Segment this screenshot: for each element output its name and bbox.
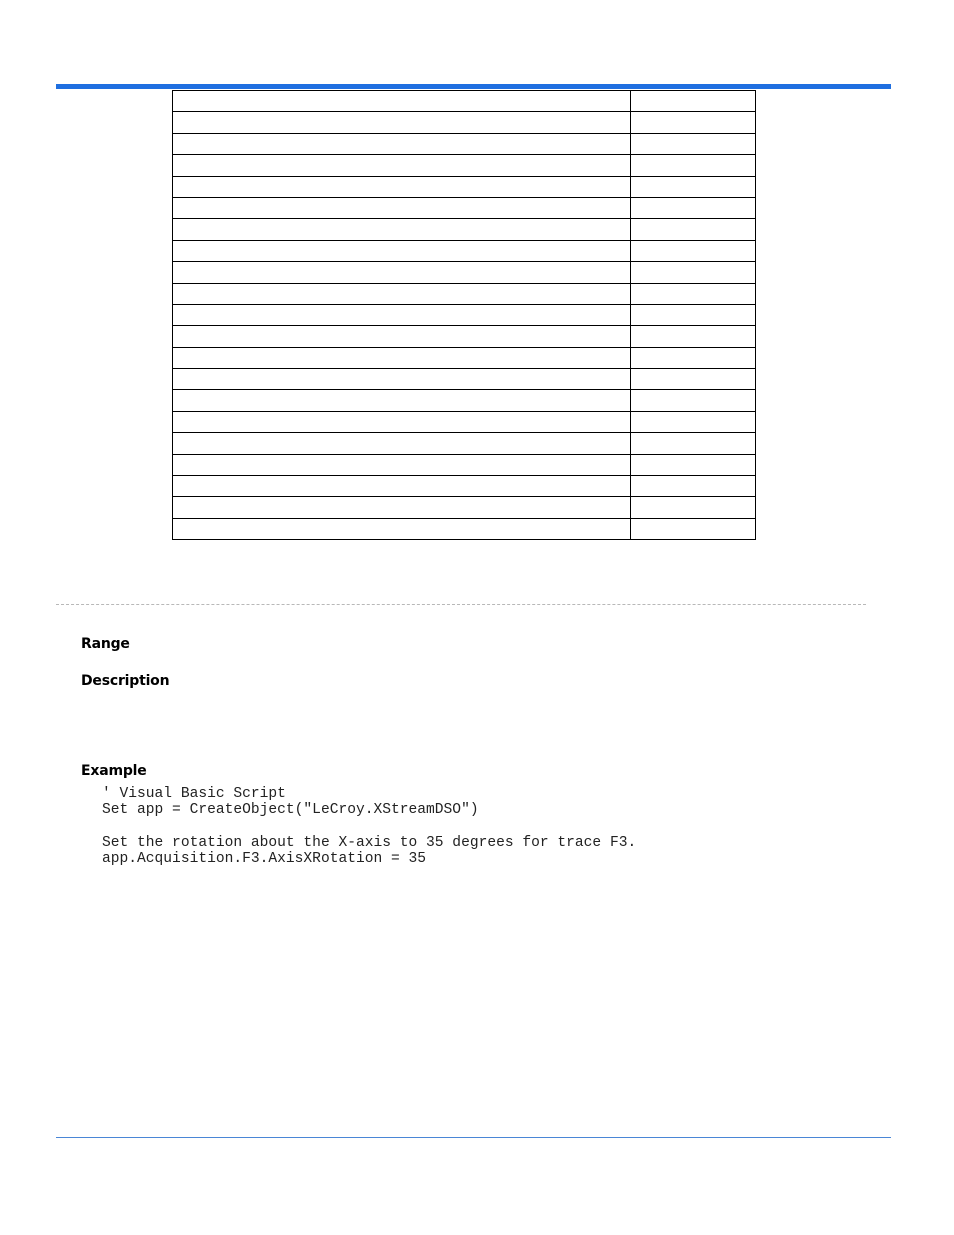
table-row xyxy=(173,454,756,475)
table-cell-value xyxy=(631,133,756,154)
table-cell-value xyxy=(631,219,756,240)
table-cell-name xyxy=(173,497,631,518)
table-cell-name xyxy=(173,326,631,347)
table-cell-value xyxy=(631,91,756,112)
table-cell-name xyxy=(173,304,631,325)
table-cell-value xyxy=(631,326,756,347)
table-cell-name xyxy=(173,112,631,133)
table-cell-name xyxy=(173,283,631,304)
property-table xyxy=(172,90,755,540)
table-cell-name xyxy=(173,219,631,240)
table-row xyxy=(173,304,756,325)
table-cell-name xyxy=(173,476,631,497)
table-cell-value xyxy=(631,176,756,197)
data-table xyxy=(172,90,756,540)
footer-rule xyxy=(56,1137,891,1138)
table-cell-name xyxy=(173,240,631,261)
header-rule xyxy=(56,84,891,89)
table-cell-name xyxy=(173,197,631,218)
table-cell-value xyxy=(631,390,756,411)
table-cell-name xyxy=(173,369,631,390)
table-row xyxy=(173,433,756,454)
code-line: app.Acquisition.F3.AxisXRotation = 35 xyxy=(102,851,427,868)
table-cell-value xyxy=(631,304,756,325)
table-row xyxy=(173,240,756,261)
table-cell-name xyxy=(173,91,631,112)
table-cell-name xyxy=(173,411,631,432)
table-cell-name xyxy=(173,155,631,176)
table-cell-name xyxy=(173,176,631,197)
code-line: Set the rotation about the X-axis to 35 degrees for trace F3. xyxy=(102,834,637,851)
table-cell-value xyxy=(631,369,756,390)
table-row xyxy=(173,283,756,304)
table-row xyxy=(173,476,756,497)
table-cell-value xyxy=(631,411,756,432)
example-heading: Example xyxy=(81,763,147,779)
table-cell-name xyxy=(173,433,631,454)
table-cell-value xyxy=(631,262,756,283)
section-separator xyxy=(56,604,866,605)
table-row xyxy=(173,262,756,283)
table-cell-name xyxy=(173,518,631,539)
table-row xyxy=(173,219,756,240)
table-cell-name xyxy=(173,390,631,411)
table-row xyxy=(173,497,756,518)
table-row xyxy=(173,197,756,218)
range-heading: Range xyxy=(81,636,130,652)
table-row xyxy=(173,411,756,432)
table-row xyxy=(173,390,756,411)
table-row xyxy=(173,347,756,368)
table-cell-name xyxy=(173,454,631,475)
table-row xyxy=(173,112,756,133)
code-line: Set app = CreateObject("LeCroy.XStreamDSO") xyxy=(102,802,479,819)
table-row xyxy=(173,91,756,112)
table-cell-value xyxy=(631,112,756,133)
table-cell-value xyxy=(631,476,756,497)
table-row xyxy=(173,326,756,347)
table-row xyxy=(173,176,756,197)
table-cell-value xyxy=(631,454,756,475)
table-row xyxy=(173,369,756,390)
table-cell-value xyxy=(631,347,756,368)
table-cell-value xyxy=(631,283,756,304)
table-row xyxy=(173,133,756,154)
table-cell-name xyxy=(173,133,631,154)
table-cell-value xyxy=(631,433,756,454)
description-heading: Description xyxy=(81,673,170,689)
table-cell-value xyxy=(631,155,756,176)
table-cell-name xyxy=(173,262,631,283)
table-row xyxy=(173,155,756,176)
table-cell-name xyxy=(173,347,631,368)
table-cell-value xyxy=(631,240,756,261)
table-row xyxy=(173,518,756,539)
table-cell-value xyxy=(631,497,756,518)
example-code-block xyxy=(102,786,636,867)
table-cell-value xyxy=(631,197,756,218)
table-cell-value xyxy=(631,518,756,539)
code-line: ' Visual Basic Script xyxy=(102,786,286,802)
table-body xyxy=(173,91,756,540)
